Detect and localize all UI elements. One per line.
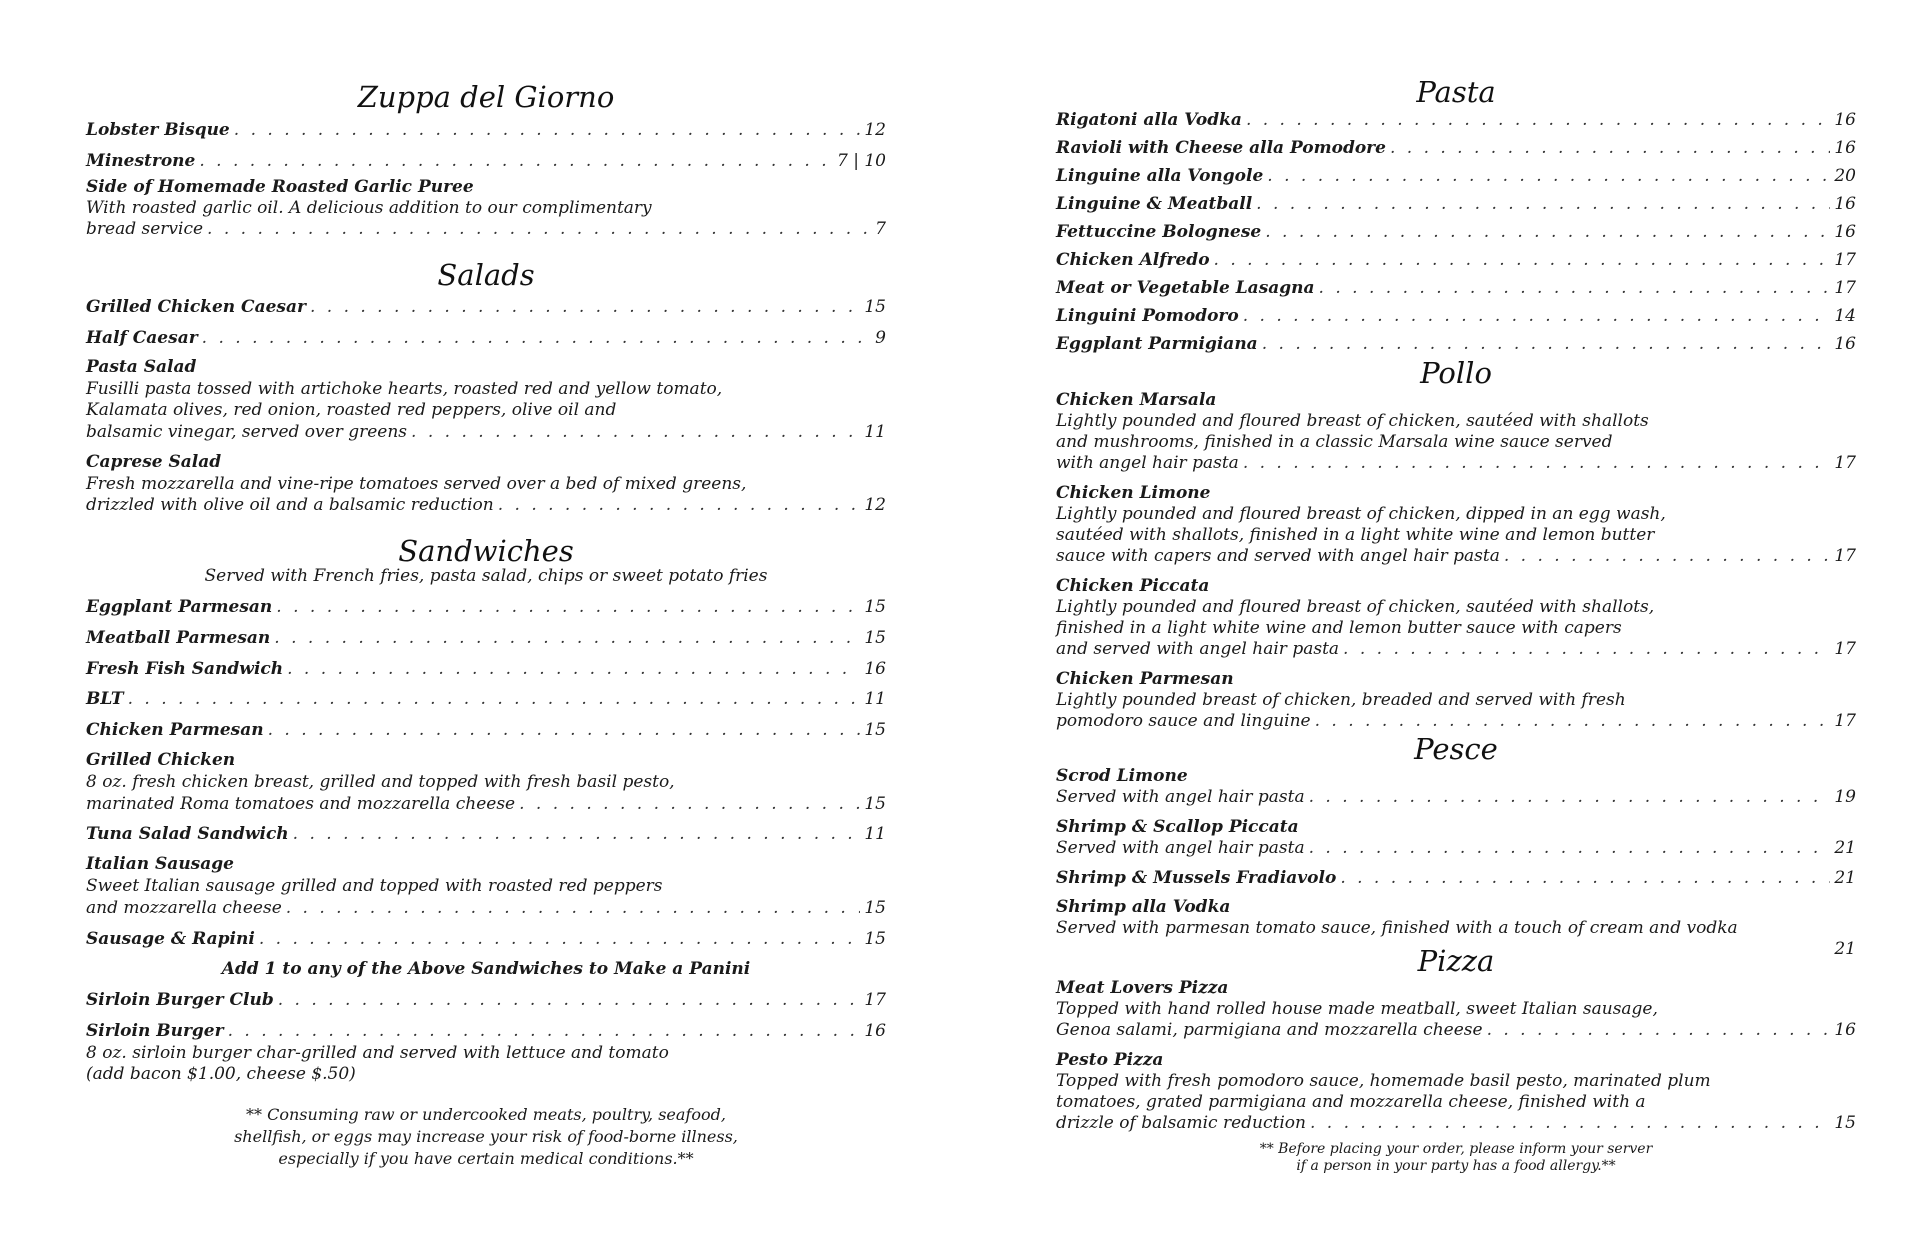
- item-price: 11: [864, 689, 886, 709]
- item-name: Linguini Pomodoro: [1056, 306, 1239, 326]
- menu-item-shrimp-scallop-piccata: [1056, 817, 1856, 838]
- leader-dots: [259, 929, 861, 950]
- leader-dots: [234, 120, 861, 141]
- item-name: Meat Lovers Pizza: [1056, 978, 1229, 998]
- menu-item-sirloin-burger: [86, 1021, 886, 1042]
- item-name: Lobster Bisque: [86, 120, 230, 140]
- description-text: and mushrooms, finished in a classic Marsala wine sauce served: [1056, 432, 1613, 452]
- leader-dots: [1267, 166, 1830, 187]
- item-price: 17: [1834, 278, 1856, 298]
- item-description: [1056, 525, 1856, 546]
- menu-item-blt: [86, 689, 886, 710]
- item-name: Caprese Salad: [86, 452, 222, 472]
- food-safety-warning-line2: shellfish, or eggs may increase your risk of food-borne illness,: [234, 1127, 738, 1146]
- description-text: 8 oz. sirloin burger char-grilled and served with lettuce and tomato: [86, 1043, 669, 1063]
- item-description: [1056, 618, 1856, 639]
- leader-dots: [1265, 222, 1830, 243]
- item-price: 17: [1834, 250, 1856, 270]
- item-description: [86, 772, 886, 793]
- item-description: [1056, 1092, 1856, 1113]
- food-safety-warning-line1: ** Consuming raw or undercooked meats, poultry, seafood,: [246, 1105, 726, 1124]
- item-price: 17: [1834, 711, 1856, 731]
- leader-dots: [1504, 546, 1831, 567]
- item-price: 15: [864, 297, 886, 317]
- description-text: Lightly pounded and floured breast of chicken, sautéed with shallots: [1056, 411, 1649, 431]
- item-price: 16: [1834, 222, 1856, 242]
- leader-dots: [202, 328, 872, 349]
- item-name: Minestrone: [86, 151, 196, 171]
- item-name: Ravioli with Cheese alla Pomodore: [1056, 138, 1386, 158]
- item-price: 15: [864, 929, 886, 949]
- leader-dots: [199, 151, 833, 172]
- menu-item-chicken-limone: [1056, 483, 1856, 504]
- item-description-last: [86, 794, 886, 815]
- item-price: 11: [864, 824, 886, 844]
- item-price: 19: [1834, 787, 1856, 807]
- item-description: [1056, 411, 1856, 432]
- item-name: Sirloin Burger: [86, 1021, 224, 1041]
- item-description: [1056, 1071, 1856, 1092]
- item-price: 9: [875, 328, 886, 348]
- description-text: tomatoes, grated parmigiana and mozzarella cheese, finished with a: [1056, 1092, 1646, 1112]
- menu-item-sirloin-burger-club: [86, 990, 886, 1011]
- description-text: Genoa salami, parmigiana and mozzarella cheese: [1056, 1020, 1483, 1040]
- menu-item-pasta-5: [1056, 250, 1856, 271]
- description-text: (add bacon $1.00, cheese $.50): [86, 1064, 356, 1084]
- leader-dots: [1246, 110, 1830, 131]
- sandwiches-subtitle: Served with French fries, pasta salad, chips or sweet potato fries: [204, 566, 768, 586]
- item-name: Chicken Alfredo: [1056, 250, 1210, 270]
- item-name: Rigatoni alla Vodka: [1056, 110, 1242, 130]
- item-description-last: [1056, 546, 1856, 567]
- item-price: 7: [875, 219, 886, 239]
- description-text: Served with angel hair pasta: [1056, 838, 1305, 858]
- item-price: 16: [864, 1021, 886, 1041]
- item-price: 7 | 10: [837, 151, 886, 171]
- section-title-sandwiches: Sandwiches: [398, 534, 574, 568]
- item-name: Chicken Limone: [1056, 483, 1211, 503]
- leader-dots: [1309, 787, 1831, 808]
- menu-item-pasta-salad: [86, 357, 886, 378]
- menu-item-chicken-caesar: [86, 297, 886, 318]
- leader-dots: [268, 720, 861, 741]
- leader-dots: [1319, 278, 1831, 299]
- item-description-last: [1056, 838, 1856, 859]
- item-name: Eggplant Parmesan: [86, 597, 273, 617]
- section-title-pollo: Pollo: [1420, 356, 1492, 390]
- leader-dots: [1214, 250, 1831, 271]
- leader-dots: [1256, 194, 1830, 215]
- item-description-last: [1056, 639, 1856, 660]
- item-name: Shrimp & Scallop Piccata: [1056, 817, 1299, 837]
- description-text: marinated Roma tomatoes and mozzarella cheese: [86, 794, 516, 814]
- leader-dots: [128, 689, 861, 710]
- menu-item-pesto-pizza: [1056, 1050, 1856, 1071]
- item-description: [86, 400, 886, 421]
- item-description-last: [86, 422, 886, 443]
- leader-dots: [278, 990, 861, 1011]
- description-text: Fresh mozzarella and vine-ripe tomatoes served over a bed of mixed greens,: [86, 474, 747, 494]
- section-title-pasta: Pasta: [1416, 75, 1496, 109]
- leader-dots: [310, 297, 860, 318]
- item-name: Meat or Vegetable Lasagna: [1056, 278, 1315, 298]
- menu-item-italian-sausage: [86, 854, 886, 875]
- leader-dots: [293, 824, 861, 845]
- item-name: Shrimp & Mussels Fradiavolo: [1056, 868, 1337, 888]
- item-price: 12: [864, 495, 886, 515]
- item-price: 17: [1834, 639, 1856, 659]
- item-name: Chicken Marsala: [1056, 390, 1217, 410]
- menu-item-pasta-6: [1056, 278, 1856, 299]
- description-text: pomodoro sauce and linguine: [1056, 711, 1311, 731]
- item-price: 12: [864, 120, 886, 140]
- description-text: and served with angel hair pasta: [1056, 639, 1340, 659]
- item-description: [1056, 918, 1856, 939]
- item-price: 17: [1834, 453, 1856, 473]
- menu-item-meat-lovers-pizza: [1056, 978, 1856, 999]
- menu-item-grilled-chicken: [86, 750, 886, 771]
- menu-item-tuna-salad: [86, 824, 886, 845]
- leader-dots: [1340, 868, 1830, 889]
- menu-item-caprese: [86, 452, 886, 473]
- description-text: Fusilli pasta tossed with artichoke hearts, roasted red and yellow tomato,: [86, 379, 723, 399]
- food-safety-warning-line3: especially if you have certain medical conditions.**: [278, 1149, 694, 1168]
- item-price: 15: [864, 794, 886, 814]
- item-price: 17: [864, 990, 886, 1010]
- item-name: Chicken Parmesan: [1056, 669, 1234, 689]
- item-name: Scrod Limone: [1056, 766, 1188, 786]
- leader-dots: [1243, 453, 1831, 474]
- item-name: Grilled Chicken: [86, 750, 236, 770]
- item-name: Pasta Salad: [86, 357, 197, 377]
- item-price: 11: [864, 422, 886, 442]
- description-text: Topped with fresh pomodoro sauce, homemade basil pesto, marinated plum: [1056, 1071, 1711, 1091]
- item-price: 14: [1834, 306, 1856, 326]
- leader-dots: [1343, 639, 1830, 660]
- menu-item-garlic-puree: [86, 177, 886, 198]
- item-price: 17: [1834, 546, 1856, 566]
- item-description-last: [86, 219, 886, 240]
- item-description-last: [1056, 711, 1856, 732]
- leader-dots: [228, 1021, 861, 1042]
- description-text: Served with parmesan tomato sauce, finished with a touch of cream and vodka: [1056, 918, 1738, 938]
- leader-dots: [519, 794, 860, 815]
- item-description: [86, 1043, 886, 1064]
- menu-item-scrod-limone: [1056, 766, 1856, 787]
- item-description: [1056, 432, 1856, 453]
- item-price: 21: [1834, 838, 1856, 858]
- item-name: Grilled Chicken Caesar: [86, 297, 306, 317]
- allergy-note-line1: ** Before placing your order, please inform your server: [1259, 1141, 1653, 1157]
- item-name: Sausage & Rapini: [86, 929, 255, 949]
- description-text: Sweet Italian sausage grilled and topped with roasted red peppers: [86, 876, 663, 896]
- item-name: Side of Homemade Roasted Garlic Puree: [86, 177, 474, 197]
- leader-dots: [498, 495, 861, 516]
- menu-item-minestrone: [86, 151, 886, 172]
- leader-dots: [1309, 838, 1831, 859]
- item-description-last: [86, 495, 886, 516]
- menu-item-pasta-7: [1056, 306, 1856, 327]
- leader-dots: [274, 628, 860, 649]
- panini-note: Add 1 to any of the Above Sandwiches to Make a Panini: [221, 959, 751, 979]
- description-text: sauce with capers and served with angel hair pasta: [1056, 546, 1500, 566]
- menu-item-chicken-parmesan: [1056, 669, 1856, 690]
- item-name: Shrimp alla Vodka: [1056, 897, 1231, 917]
- description-text: finished in a light white wine and lemon butter sauce with capers: [1056, 618, 1622, 638]
- menu-item-pasta-1: [1056, 138, 1856, 159]
- section-title-zuppa: Zuppa del Giorno: [357, 80, 615, 114]
- description-text: balsamic vinegar, served over greens: [86, 422, 408, 442]
- leader-dots: [1487, 1020, 1831, 1041]
- description-text: Kalamata olives, red onion, roasted red peppers, olive oil and: [86, 400, 617, 420]
- section-title-pesce: Pesce: [1414, 732, 1498, 766]
- item-price: 15: [864, 720, 886, 740]
- item-name: Chicken Parmesan: [86, 720, 264, 740]
- item-price: 21: [1834, 939, 1856, 959]
- item-price: 15: [864, 597, 886, 617]
- item-description: [1056, 504, 1856, 525]
- description-text: sautéed with shallots, finished in a light white wine and lemon butter: [1056, 525, 1655, 545]
- description-text: drizzled with olive oil and a balsamic reduction: [86, 495, 494, 515]
- item-price: 15: [864, 628, 886, 648]
- menu-item-shrimp-mussels: [1056, 868, 1856, 889]
- menu-item-chicken-parmesan: [86, 720, 886, 741]
- menu-item-pasta-4: [1056, 222, 1856, 243]
- item-name: Half Caesar: [86, 328, 198, 348]
- item-name: Chicken Piccata: [1056, 576, 1210, 596]
- leader-dots: [411, 422, 860, 443]
- section-title-pizza: Pizza: [1417, 944, 1495, 978]
- item-name: Linguine alla Vongole: [1056, 166, 1264, 186]
- item-description: [86, 198, 886, 219]
- item-description: [1056, 690, 1856, 711]
- menu-item-lobster-bisque: [86, 120, 886, 141]
- menu-item-sausage-rapini: [86, 929, 886, 950]
- item-name: Fettuccine Bolognese: [1056, 222, 1262, 242]
- item-description: [86, 474, 886, 495]
- item-price: 16: [1834, 194, 1856, 214]
- menu-item-eggplant-parmesan: [86, 597, 886, 618]
- item-price: 21: [1834, 868, 1856, 888]
- description-text: Lightly pounded and floured breast of chicken, sautéed with shallots,: [1056, 597, 1655, 617]
- item-name: Sirloin Burger Club: [86, 990, 274, 1010]
- description-text: Served with angel hair pasta: [1056, 787, 1305, 807]
- item-name: Tuna Salad Sandwich: [86, 824, 289, 844]
- item-price: 16: [864, 659, 886, 679]
- item-description: [1056, 999, 1856, 1020]
- item-price: 20: [1834, 166, 1856, 186]
- menu-item-shrimp-vodka: [1056, 897, 1856, 918]
- leader-dots: [286, 898, 861, 919]
- description-text: With roasted garlic oil. A delicious addition to our complimentary: [86, 198, 652, 218]
- item-name: Linguine & Meatball: [1056, 194, 1253, 214]
- allergy-note-line2: if a person in your party has a food allergy.**: [1296, 1158, 1616, 1174]
- menu-item-half-caesar: [86, 328, 886, 349]
- item-description: [86, 876, 886, 897]
- section-title-salads: Salads: [437, 258, 535, 292]
- item-name: Italian Sausage: [86, 854, 234, 874]
- leader-dots: [207, 219, 871, 240]
- item-name: Eggplant Parmigiana: [1056, 334, 1258, 354]
- description-text: Lightly pounded breast of chicken, breaded and served with fresh: [1056, 690, 1626, 710]
- description-text: bread service: [86, 219, 204, 239]
- description-text: with angel hair pasta: [1056, 453, 1239, 473]
- item-name: Pesto Pizza: [1056, 1050, 1164, 1070]
- item-price: 15: [1834, 1113, 1856, 1133]
- item-description-last: [86, 898, 886, 919]
- item-price: 16: [1834, 334, 1856, 354]
- menu-item-pasta-3: [1056, 194, 1856, 215]
- item-description: [86, 1064, 886, 1085]
- item-description: [86, 379, 886, 400]
- menu-item-chicken-marsala: [1056, 390, 1856, 411]
- description-text: 8 oz. fresh chicken breast, grilled and topped with fresh basil pesto,: [86, 772, 675, 792]
- menu-item-meatball-parmesan: [86, 628, 886, 649]
- description-text: Lightly pounded and floured breast of chicken, dipped in an egg wash,: [1056, 504, 1666, 524]
- leader-dots: [1262, 334, 1831, 355]
- item-name: Meatball Parmesan: [86, 628, 271, 648]
- description-text: and mozzarella cheese: [86, 898, 282, 918]
- item-description-last: [1056, 1113, 1856, 1134]
- leader-dots: [287, 659, 860, 680]
- item-price: 16: [1834, 110, 1856, 130]
- description-text: drizzle of balsamic reduction: [1056, 1113, 1306, 1133]
- item-price: 16: [1834, 138, 1856, 158]
- item-name: BLT: [86, 689, 124, 709]
- menu-item-fish-sandwich: [86, 659, 886, 680]
- description-text: Topped with hand rolled house made meatball, sweet Italian sausage,: [1056, 999, 1658, 1019]
- menu-item-pasta-8: [1056, 334, 1856, 355]
- item-description: [1056, 597, 1856, 618]
- item-price: 15: [864, 898, 886, 918]
- item-name: Fresh Fish Sandwich: [86, 659, 284, 679]
- leader-dots: [1243, 306, 1831, 327]
- menu-item-pasta-2: [1056, 166, 1856, 187]
- leader-dots: [1315, 711, 1831, 732]
- item-description-last: [1056, 787, 1856, 808]
- leader-dots: [276, 597, 860, 618]
- item-description-last: [1056, 453, 1856, 474]
- leader-dots: [1310, 1113, 1830, 1134]
- menu-item-chicken-piccata: [1056, 576, 1856, 597]
- menu-item-pasta-0: [1056, 110, 1856, 131]
- item-price: 16: [1834, 1020, 1856, 1040]
- leader-dots: [1390, 138, 1830, 159]
- item-description-last: [1056, 1020, 1856, 1041]
